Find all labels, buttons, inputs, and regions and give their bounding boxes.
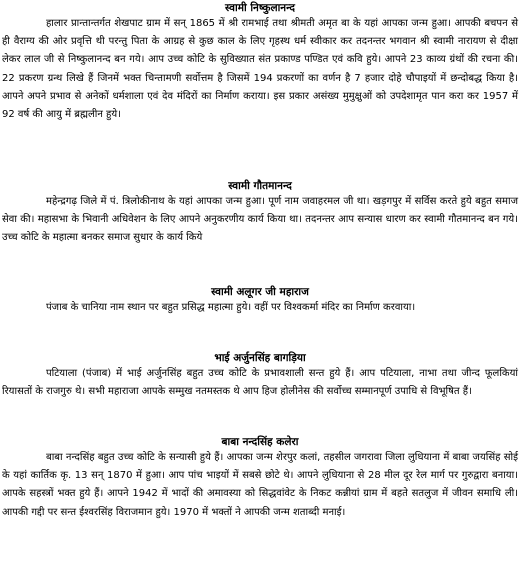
section-swami-nishkulanand <box>0 2 520 124</box>
section-heading: स्वामी गौतमानन्द <box>228 180 292 192</box>
section-paragraph: पंजाब के चानिया नाम स्थान पर बहुत प्रसिद्ध महात्मा हुये। वहीं पर विश्वकर्मा मंदिर का निर्माण करवाया। <box>46 302 416 313</box>
section-paragraph: बाबा नन्दसिंह बहुत उच्च कोटि के सन्यासी हुये हैं। आपका जन्म शेरपुर कलां, तहसील जगरावा जिला लुधियाना में बाबा जयसिंह सोई के यहां कार्तिक कृ. 13 सन् 1870 में हुआ। आप पांच भाइयों में सबसे छोटे थे। आपने लुधियाना से 28 मील दूर रेल मार्ग पर गुरुद्वारा बनाया। आपके सहस्त्रों भक्त हुये हैं। आपने 1942 में भादों की अमावस्या को सिद्धवांवेट के निकट कन्नीयां ग्राम में बहते सतलुज में जीवन समाधि ली। आपकी गद्दी पर सन्त ईश्वरसिंह विराजमान हुये। 1970 में भक्तों ने आपकी जन्म शताब्दी मनाई। <box>2 452 518 518</box>
section-swami-alugar <box>0 286 520 317</box>
section-paragraph: महेन्द्रगढ़ जिले में पं. त्रिलोकीनाथ के यहां आपका जन्म हुआ। पूर्ण नाम जवाहरमल जी था। खड़गपुर में सर्विस करते हुये बहुत समाज सेवा की। महासभा के भिवानी अधिवेशन के लिए आपने अनुकरणीय कार्य किया था। तदनन्तर आप सन्यास धारण कर स्वामी गौतमानन्द बन गये। उच्च कोटि के महात्मा बनकर समाज सुधार के कार्य किये <box>2 196 518 244</box>
section-paragraph: पटियाला (पंजाब) में भाई अर्जुनसिंह बहुत उच्च कोटि के प्रभावशाली सन्त हुये हैं। आप पटियाला, नाभा तथा जीन्द फूलकियां रियासतों के राजगुरु थे। सभी महाराजा आपके सम्मुख नतमस्तक थे आप हिज होलीनेस की सर्वोच्च सम्मानपूर्ण उपाधि से विभूषित हैं। <box>2 368 518 398</box>
section-swami-gautamanand <box>0 180 520 248</box>
section-bhai-arjunsingh <box>0 352 520 401</box>
section-paragraph: हालार प्रान्तान्तर्गत शेखपाट ग्राम में सन् 1865 में श्री रामभाई तथा श्रीमती अमृत बा के यहां आपका जन्म हुआ। आपकी बचपन से ही वैराग्य की ओर प्रवृत्ति थी परन्तु पिता के आग्रह से कुछ काल के लिए गृहस्थ धर्म स्वीकार कर तदनन्तर भगवान श्री स्वामी नारायण से दीक्षा लेकर लाल जी से निष्कुलानन्द बन गये। आप उच्च कोटि के सुविख्यात संत प्रकाण्ड पण्डित एवं कवि हुये। आपने 23 काव्य ग्रंथों की रचना की। 22 प्रकरण ग्रन्थ लिखे हैं जिनमें भक्त चिन्तामणी सर्वोत्तम है जिसमें 194 प्रकरणों का वर्णन है 7 हजार दोहे चौपाइयों में छन्दोबद्ध किया है। आपने अपने प्रभाव से अनेकों धर्मशाला एवं देव मंदिरों का निर्माण कराया। इस प्रकार असंख्य मुमुक्षुओं को उपदेशामृत पान करा कर 1957 में 92 वर्ष की आयु में ब्रह्मलीन हुये। <box>2 18 518 121</box>
section-baba-nandsingh <box>0 436 520 522</box>
section-heading: बाबा नन्दसिंह कलेरा <box>221 436 299 448</box>
section-heading: स्वामी अलूगर जी महाराज <box>211 286 309 298</box>
section-heading: भाई अर्जुनसिंह बागड़िया <box>214 352 306 364</box>
section-heading: स्वामी निष्कुलानन्द <box>225 2 295 14</box>
